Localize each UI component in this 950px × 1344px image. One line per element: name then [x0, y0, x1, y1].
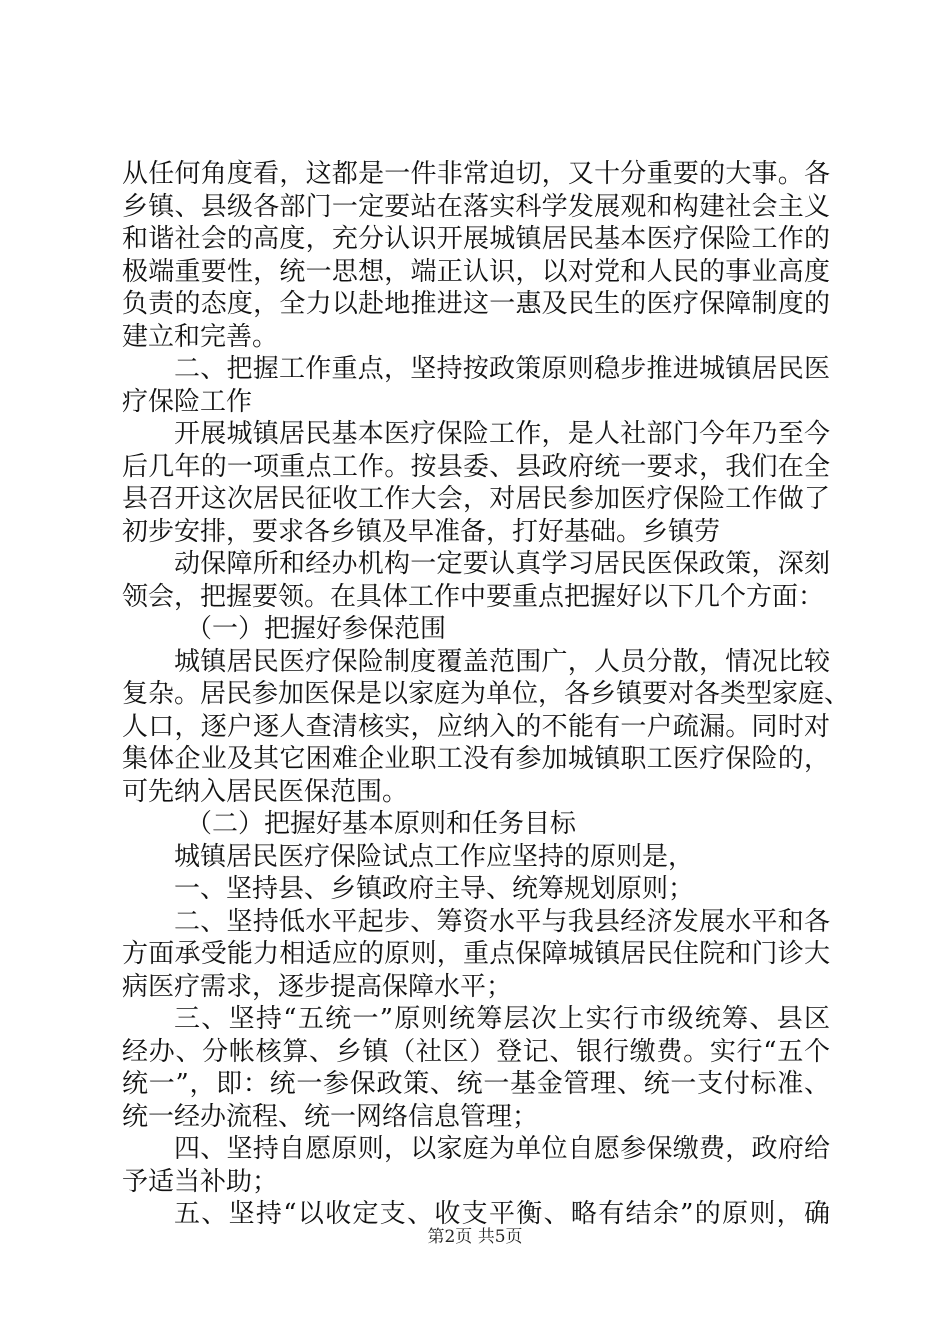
subsection-heading: （一）把握好参保范围 [186, 614, 447, 644]
section-heading-cont: 疗保险工作 [122, 386, 253, 417]
text-line: 开展城镇居民基本医疗保险工作，是人社部门今年乃至今 [174, 419, 830, 449]
text-line: 城镇居民医疗保险试点工作应坚持的原则是， [174, 841, 695, 872]
text-line: 经办、分帐核算、乡镇（社区）登记、银行缴费。实行“五个 [122, 1036, 830, 1067]
text-line: 建立和完善。 [122, 321, 279, 352]
text-line: 二、坚持低水平起步、筹资水平与我县经济发展水平和各 [174, 906, 830, 937]
text-line: 可先纳入居民医保范围。 [122, 776, 409, 807]
text-line: 从任何角度看，这都是一件非常迫切，又十分重要的大事。各 [122, 159, 830, 189]
subsection-heading: （二）把握好基本原则和任务目标 [186, 809, 577, 839]
text-line: 集体企业及其它困难企业职工没有参加城镇职工医疗保险的， [122, 744, 830, 774]
text-line: 领会，把握要领。在具体工作中要重点把握好以下几个方面： [122, 581, 825, 612]
text-line: 乡镇、县级各部门一定要站在落实科学发展观和构建社会主义 [122, 191, 830, 222]
text-line: 四、坚持自愿原则，以家庭为单位自愿参保缴费，政府给 [174, 1134, 830, 1164]
section-heading: 二、把握工作重点，坚持按政策原则稳步推进城镇居民医 [174, 354, 830, 384]
text-line: 三、坚持“五统一”原则统筹层次上实行市级统筹、县区 [174, 1004, 830, 1034]
text-line: 极端重要性，统一思想，端正认识，以对党和人民的事业高度 [122, 256, 830, 287]
text-line: 和谐社会的高度，充分认识开展城镇居民基本医疗保险工作的 [122, 224, 830, 254]
text-line: 方面承受能力相适应的原则，重点保障城镇居民住院和门诊大 [122, 939, 830, 969]
text-line: 五、坚持“以收定支、收支平衡、略有结余”的原则，确 [174, 1199, 830, 1229]
text-line: 予适当补助； [122, 1166, 279, 1197]
text-line: 病医疗需求，逐步提高保障水平； [122, 971, 513, 1002]
text-line: 后几年的一项重点工作。按县委、县政府统一要求，我们在全 [122, 451, 830, 482]
text-line: 人口，逐户逐人查清核实，应纳入的不能有一户疏漏。同时对 [122, 711, 830, 742]
text-line: 县召开这次居民征收工作大会，对居民参加医疗保险工作做了 [122, 484, 830, 514]
page-number: 第2页 共5页 [427, 1227, 523, 1247]
text-line: 复杂。居民参加医保是以家庭为单位，各乡镇要对各类型家庭、 [122, 679, 851, 709]
text-line: 动保障所和经办机构一定要认真学习居民医保政策，深刻 [174, 549, 830, 579]
text-line: 初步安排，要求各乡镇及早准备，打好基础。乡镇劳 [122, 516, 721, 547]
document-body [122, 158, 851, 1231]
text-line: 城镇居民医疗保险制度覆盖范围广，人员分散，情况比较 [174, 646, 830, 677]
text-line: 统一”，即：统一参保政策、统一基金管理、统一支付标准、 [122, 1069, 830, 1099]
text-line: 负责的态度，全力以赴地推进这一惠及民生的医疗保障制度的 [122, 289, 830, 319]
text-line: 统一经办流程、统一网络信息管理； [122, 1101, 539, 1132]
text-line: 一、坚持县、乡镇政府主导、统筹规划原则； [174, 874, 695, 904]
